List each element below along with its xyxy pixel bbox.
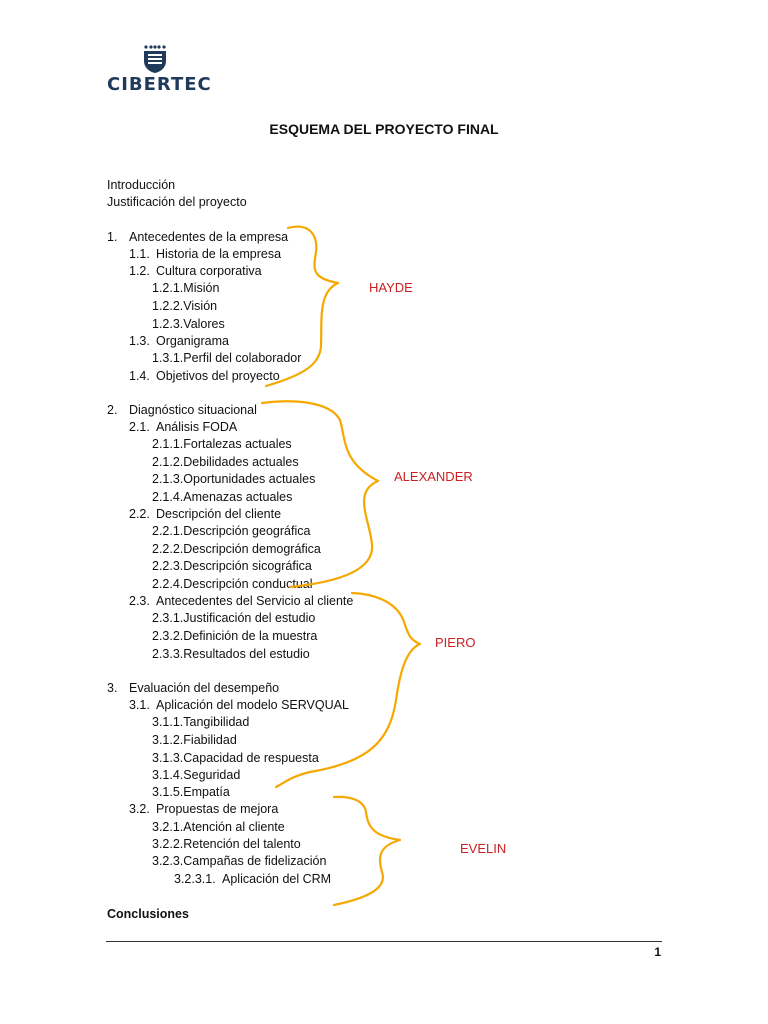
outline-text: Aplicación del CRM <box>222 872 332 886</box>
outline-text: Atención al cliente <box>183 820 285 834</box>
outline-text: Conclusiones <box>107 907 189 921</box>
outline-item-3 <box>107 680 279 696</box>
outline-item-3-2-3 <box>152 853 326 869</box>
outline-item-2 <box>107 402 257 418</box>
outline-item-3-1-3 <box>152 750 319 766</box>
outline-item-2-2-3 <box>152 558 312 574</box>
outline-item-1-2-3 <box>152 316 225 332</box>
outline-item-3-1-4 <box>152 767 240 783</box>
outline-text: Organigrama <box>156 334 229 348</box>
outline-number: 3.1.2. <box>152 733 184 747</box>
outline-number: 2.3.3. <box>152 647 184 661</box>
crest-icon <box>142 44 168 74</box>
outline-number: 1.1. <box>129 247 150 261</box>
outline-text: Visión <box>183 299 218 313</box>
outline-item-1-3 <box>129 333 229 349</box>
outline-item-3-1-2 <box>152 732 237 748</box>
outline-text: Valores <box>183 317 225 331</box>
outline-number: 2.1. <box>129 420 150 434</box>
outline-number: 3.1.5. <box>152 785 184 799</box>
outline-number: 3.1.4. <box>152 768 184 782</box>
outline-item-1-2-1 <box>152 280 219 296</box>
outline-text: Aplicación del modelo SERVQUAL <box>156 698 349 712</box>
outline-item-2-3 <box>129 593 353 609</box>
outline-item-2-2-4 <box>152 576 313 592</box>
outline-number: 3.2.2. <box>152 837 184 851</box>
outline-number: 3.1.3. <box>152 751 184 765</box>
outline-text: Análisis FODA <box>156 420 238 434</box>
cibertec-logo <box>107 44 212 95</box>
outline-number: 2.1.3. <box>152 472 184 486</box>
outline-text: Antecedentes de la empresa <box>129 230 289 244</box>
outline-item-2-3-2 <box>152 628 317 644</box>
annotation-name-alexander: ALEXANDER <box>394 469 473 484</box>
outline-text: Descripción conductual <box>183 577 313 591</box>
outline-item-3-2 <box>129 801 278 817</box>
outline-text: Retención del talento <box>183 837 301 851</box>
footer-divider <box>106 941 662 942</box>
outline-number: 3.2. <box>129 802 150 816</box>
outline-item-1-2 <box>129 263 262 279</box>
annotation-name-hayde: HAYDE <box>369 280 413 295</box>
outline-text: Descripción sicográfica <box>183 559 312 573</box>
outline-item-2-3-3 <box>152 646 310 662</box>
outline-item-3-1 <box>129 697 349 713</box>
outline-number: 2.2.4. <box>152 577 184 591</box>
outline-item-1-2-2 <box>152 298 217 314</box>
outline-item-2-1 <box>129 419 237 435</box>
outline-item-1-1 <box>129 246 281 262</box>
outline-item-2-1-2 <box>152 454 299 470</box>
outline-text: Seguridad <box>183 768 241 782</box>
outline-text: Cultura corporativa <box>156 264 262 278</box>
outline-number: 2.2.2. <box>152 542 184 556</box>
outline-text: Tangibilidad <box>183 715 250 729</box>
outline-number: 1.3. <box>129 334 150 348</box>
brace-evelin <box>334 797 400 905</box>
outline-text: Definición de la muestra <box>183 629 318 643</box>
outline-text: Oportunidades actuales <box>183 472 316 486</box>
outline-text: Amenazas actuales <box>183 490 293 504</box>
outline-item-3-2-3-1 <box>174 871 331 887</box>
document-title: ESQUEMA DEL PROYECTO FINAL <box>269 121 499 137</box>
outline-text: Justificación del estudio <box>183 611 316 625</box>
outline-item-1 <box>107 229 288 245</box>
outline-item-2-1-3 <box>152 471 315 487</box>
outline-number: 1.3.1. <box>152 351 184 365</box>
outline-number: 2.2.3. <box>152 559 184 573</box>
outline-text: Propuestas de mejora <box>156 802 279 816</box>
outline-number: 2.1.2. <box>152 455 184 469</box>
outline-number: 1. <box>107 230 118 244</box>
outline-item-3-2-2 <box>152 836 301 852</box>
outline-number: 2.3.1. <box>152 611 184 625</box>
outline-text: Fortalezas actuales <box>183 437 292 451</box>
outline-text: Debilidades actuales <box>183 455 299 469</box>
outline-text: Campañas de fidelización <box>183 854 327 868</box>
outline-item-2-1-4 <box>152 489 292 505</box>
outline-text: Evaluación del desempeño <box>129 681 280 695</box>
outline-number: 2.1.4. <box>152 490 184 504</box>
outline-item-3-2-1 <box>152 819 285 835</box>
outline-number: 2. <box>107 403 118 417</box>
outline-text: Descripción del cliente <box>156 507 282 521</box>
outline-text: Objetivos del proyecto <box>156 369 280 383</box>
outline-text: Descripción demográfica <box>183 542 321 556</box>
outline-item-2-2-1 <box>152 523 310 539</box>
outline-number: 3.2.3. <box>152 854 184 868</box>
outline-item-1-4 <box>129 368 280 384</box>
outline-item-conclusions <box>107 906 189 922</box>
outline-number: 1.2.1. <box>152 281 184 295</box>
annotation-name-piero: PIERO <box>435 635 476 650</box>
outline-number: 2.3. <box>129 594 150 608</box>
outline-text: Misión <box>183 281 220 295</box>
annotation-name-evelin: EVELIN <box>460 841 507 856</box>
outline-number: 1.2.3. <box>152 317 184 331</box>
outline-number: 1.4. <box>129 369 150 383</box>
outline-number: 2.2. <box>129 507 150 521</box>
outline-text: Empatía <box>183 785 230 799</box>
outline-text: Resultados del estudio <box>183 647 310 661</box>
outline-item-justification <box>107 194 247 210</box>
outline-number: 1.2.2. <box>152 299 184 313</box>
outline-number: 1.2. <box>129 264 150 278</box>
outline-text: Justificación del proyecto <box>107 195 247 209</box>
outline-number: 2.1.1. <box>152 437 184 451</box>
outline-text: Historia de la empresa <box>156 247 282 261</box>
outline-text: Perfil del colaborador <box>183 351 302 365</box>
outline-number: 3.1. <box>129 698 150 712</box>
outline-number: 3.1.1. <box>152 715 184 729</box>
outline-text: Descripción geográfica <box>183 524 311 538</box>
outline-item-2-3-1 <box>152 610 315 626</box>
outline-item-intro <box>107 177 175 193</box>
outline-item-1-3-1 <box>152 350 301 366</box>
outline-item-2-2 <box>129 506 281 522</box>
outline-number: 2.3.2. <box>152 629 184 643</box>
outline-number: 3.2.3.1. <box>174 872 216 886</box>
outline-item-2-2-2 <box>152 541 321 557</box>
logo-text: CIBERTEC <box>107 74 212 95</box>
page-number: 1 <box>654 945 661 959</box>
outline-number: 3.2.1. <box>152 820 184 834</box>
outline-text: Capacidad de respuesta <box>183 751 319 765</box>
outline-item-2-1-1 <box>152 436 292 452</box>
outline-text: Fiabilidad <box>183 733 237 747</box>
outline-item-3-1-5 <box>152 784 230 800</box>
outline-item-3-1-1 <box>152 714 249 730</box>
outline-number: 2.2.1. <box>152 524 184 538</box>
outline-number: 3. <box>107 681 118 695</box>
outline-text: Introducción <box>107 178 176 192</box>
outline-text: Antecedentes del Servicio al cliente <box>156 594 354 608</box>
outline-text: Diagnóstico situacional <box>129 403 257 417</box>
